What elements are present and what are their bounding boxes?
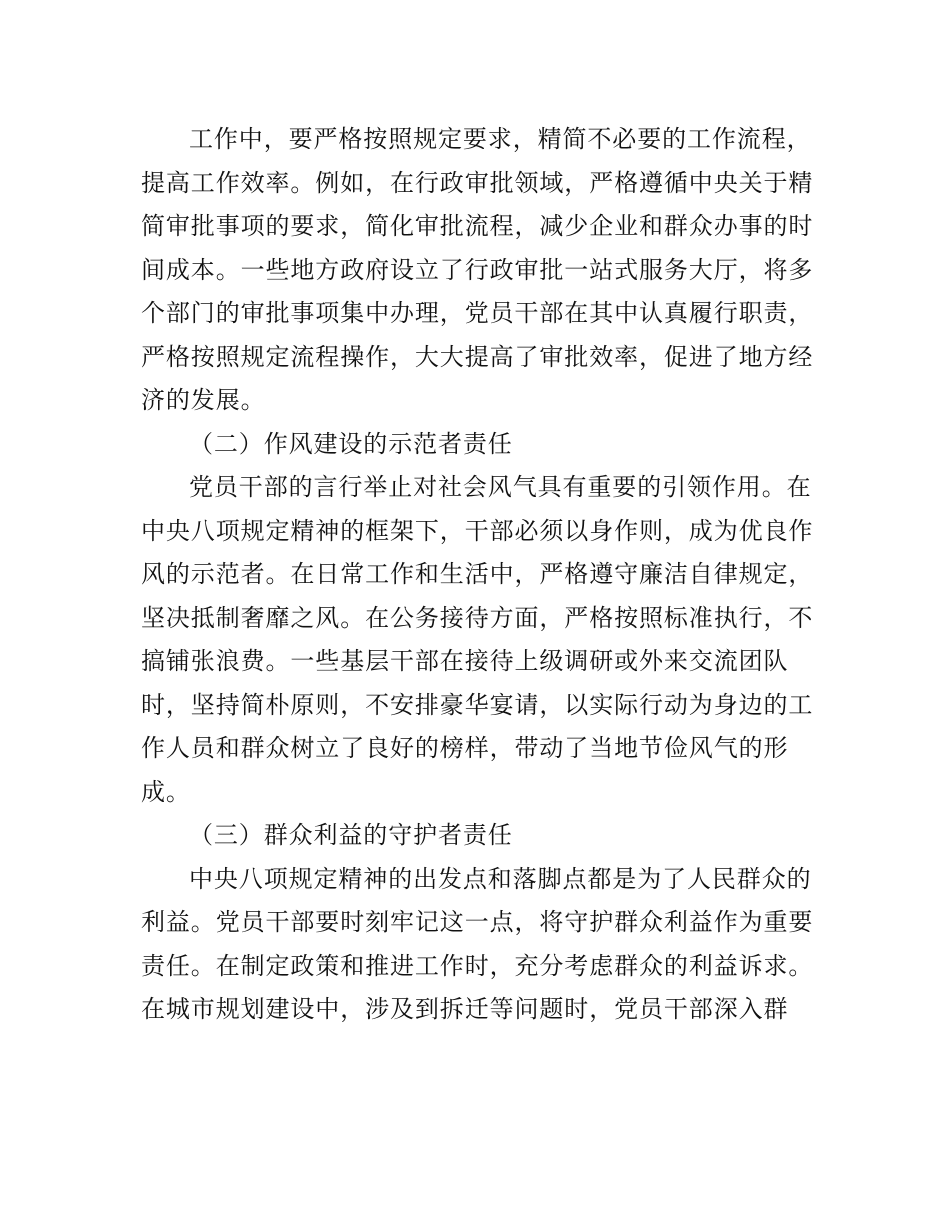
paragraph-line: 提高工作效率。例如，在行政审批领域，严格遵循中央关于精: [141, 168, 814, 197]
paragraph-line: 作人员和群众树立了良好的榜样，带动了当地节俭风气的形: [141, 734, 789, 762]
paragraph-line: 风的示范者。在日常工作和生活中，严格遵守廉洁自律规定，: [141, 560, 814, 588]
paragraph-line: 责任。在制定政策和推进工作时，充分考虑群众的利益诉求。: [141, 951, 814, 980]
paragraph-line: 搞铺张浪费。一些基层干部在接待上级调研或外来交流团队: [141, 647, 789, 675]
paragraph-line: 在城市规划建设中，涉及到拆迁等问题时，党员干部深入群: [141, 995, 789, 1023]
paragraph-line: 成。: [141, 777, 191, 806]
paragraph-line: 党员干部的言行举止对社会风气具有重要的引领作用。在: [189, 473, 812, 501]
paragraph-line: 中央八项规定精神的框架下，干部必须以身作则，成为优良作: [141, 516, 814, 545]
paragraph-line: 严格按照规定流程操作，大大提高了审批效率，促进了地方经: [141, 342, 814, 371]
paragraph-line: 简审批事项的要求，简化审批流程，减少企业和群众办事的时: [141, 212, 814, 240]
paragraph-line: 工作中，要严格按照规定要求，精简不必要的工作流程，: [189, 125, 812, 153]
paragraph-line: 坚决抵制奢靡之风。在公务接待方面，严格按照标准执行，不: [141, 603, 814, 632]
document-body: [141, 118, 814, 1032]
paragraph-line: 时，坚持简朴原则，不安排豪华宴请，以实际行动为身边的工: [141, 690, 814, 719]
paragraph-line: 济的发展。: [141, 386, 266, 414]
paragraph-line: 间成本。一些地方政府设立了行政审批一站式服务大厅，将多: [141, 255, 814, 284]
section-heading: （三）群众利益的守护者责任: [189, 821, 513, 849]
paragraph-line: 中央八项规定精神的出发点和落脚点都是为了人民群众的: [189, 864, 812, 893]
paragraph-line: 利益。党员干部要时刻牢记这一点，将守护群众利益作为重要: [141, 908, 814, 936]
paragraph-line: 个部门的审批事项集中办理，党员干部在其中认真履行职责，: [141, 299, 814, 327]
section-heading: （二）作风建设的示范者责任: [189, 429, 513, 458]
